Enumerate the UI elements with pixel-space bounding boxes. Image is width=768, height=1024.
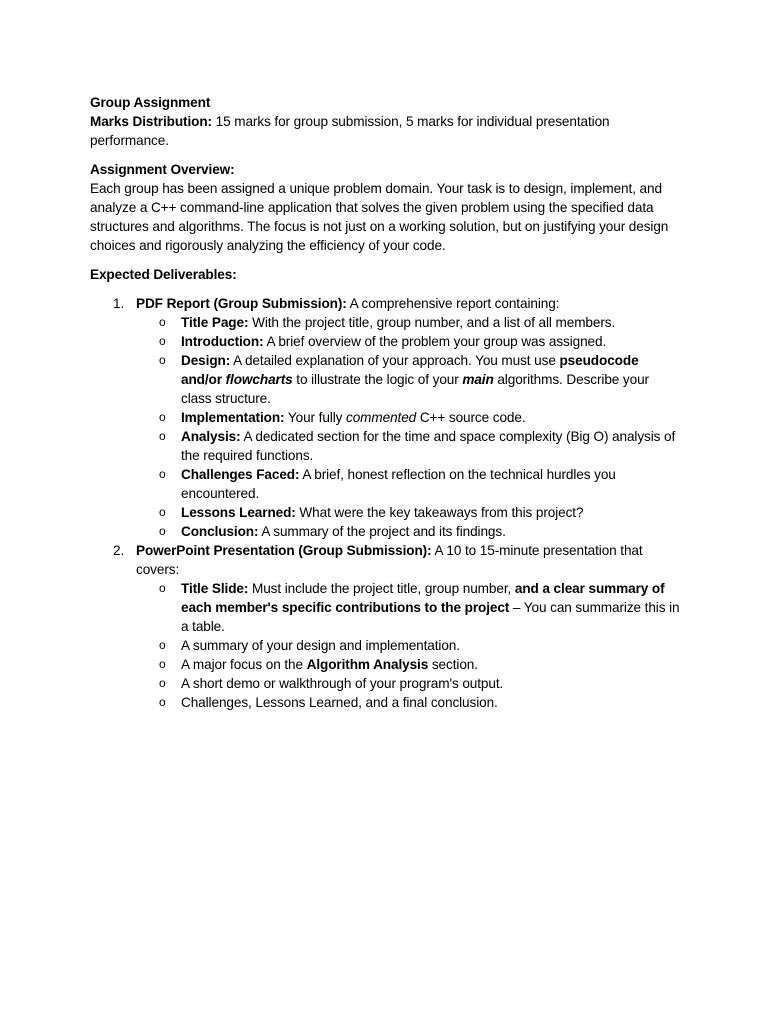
- sub-design-summary: o A summary of your design and implementation.: [159, 638, 460, 653]
- sub-algorithm-focus: o A major focus on the Algorithm Analysis section.: [159, 657, 478, 672]
- bullet-icon: o: [159, 353, 166, 367]
- sub-final: o Challenges, Lessons Learned, and a final conclusion.: [159, 695, 498, 710]
- item-label: PowerPoint Presentation (Group Submission):: [136, 543, 432, 558]
- presentation-sublist: [136, 579, 680, 712]
- sub-introduction: o Introduction: A brief overview of the problem your group was assigned.: [159, 334, 607, 349]
- bullet-icon: o: [159, 429, 166, 443]
- pdf-report-sublist: [136, 313, 680, 541]
- sub-analysis: o Analysis: A dedicated section for the time and space complexity (Big O) analysis of the required functions.: [159, 429, 676, 463]
- item-text: A 10 to 15-minute presentation that covers:: [136, 543, 643, 577]
- bullet-icon: o: [159, 695, 166, 709]
- bullet-icon: o: [159, 676, 166, 690]
- bullet-icon: o: [159, 581, 166, 595]
- bullet-icon: o: [159, 638, 166, 652]
- bullet-icon: o: [159, 657, 166, 671]
- marks-label: Marks Distribution:: [90, 114, 212, 129]
- sub-lessons: o Lessons Learned: What were the key takeaways from this project?: [159, 505, 584, 520]
- marks-distribution: [90, 112, 680, 150]
- list-number: 2.: [113, 543, 125, 558]
- overview-label: Assignment Overview:: [90, 162, 235, 177]
- deliverables-list: [90, 294, 680, 712]
- assignment-heading: Group Assignment: [90, 95, 211, 110]
- document-page: [90, 93, 680, 712]
- item-text: A comprehensive report containing:: [346, 296, 560, 311]
- bullet-icon: o: [159, 315, 166, 329]
- deliverable-presentation: [90, 541, 680, 712]
- sub-title-page: o Title Page: With the project title, group number, and a list of all members.: [159, 315, 616, 330]
- item-label: PDF Report (Group Submission):: [136, 296, 347, 311]
- deliverable-pdf-report: [90, 294, 680, 541]
- overview-text: Each group has been assigned a unique problem domain. Your task is to design, implement, and analyze a C++ command-line application that solves the given problem using the specified data structures and algorithms. The focus is not just on a working solution, but on justifying your design choices and rigorously analyzing the efficiency of your code.: [90, 181, 669, 253]
- bullet-icon: o: [159, 410, 166, 424]
- sub-conclusion: o Conclusion: A summary of the project and its findings.: [159, 524, 506, 539]
- marks-text: 15 marks for group submission, 5 marks for individual presentation performance.: [90, 114, 610, 148]
- sub-implementation: o Implementation: Your fully commented C++ source code.: [159, 410, 526, 425]
- sub-demo: o A short demo or walkthrough of your program's output.: [159, 676, 504, 691]
- bullet-icon: o: [159, 334, 166, 348]
- bullet-icon: o: [159, 505, 166, 519]
- bullet-icon: o: [159, 524, 166, 538]
- sub-title-slide: o Title Slide: Must include the project title, group number, and a clear summary of each member's specific contributions to the project – You can summarize this in a table.: [159, 581, 680, 634]
- bullet-icon: o: [159, 467, 166, 481]
- list-number: 1.: [113, 296, 125, 311]
- sub-design: o Design: A detailed explanation of your approach. You must use pseudocode and/or flowcharts to illustrate the logic of your main algorithms. Describe your class structure.: [159, 353, 649, 406]
- sub-challenges: o Challenges Faced: A brief, honest reflection on the technical hurdles you encountered.: [159, 467, 616, 501]
- deliverables-label: Expected Deliverables:: [90, 267, 237, 282]
